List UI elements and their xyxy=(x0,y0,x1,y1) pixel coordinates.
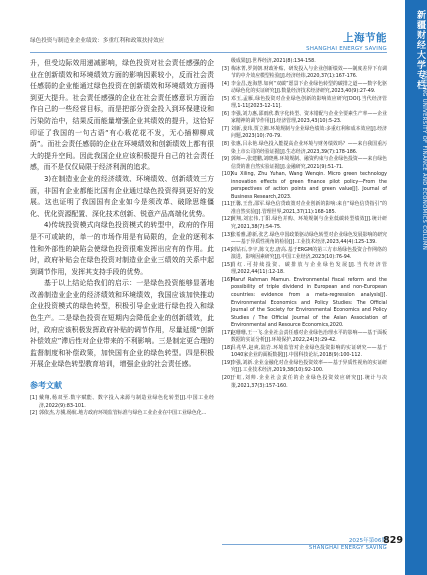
reference-text: 级成果[J].世界经济,2021(8):134-158. xyxy=(231,58,316,64)
references-heading: 参考文献 xyxy=(30,381,62,391)
footer-brand: SHANGHAI ENERGY SAVING xyxy=(308,545,387,551)
reference-item xyxy=(222,66,387,81)
reference-item xyxy=(222,216,387,231)
reference-item xyxy=(222,141,387,156)
reference-number: [5] xyxy=(222,95,229,102)
reference-item xyxy=(222,232,387,247)
column-title-english: XINJIANG UNIVERSITY OF FINANCE AND ECONOMICS COLUMN xyxy=(421,70,427,251)
reference-item xyxy=(222,201,387,216)
reference-item xyxy=(222,111,387,126)
reference-number: [1] xyxy=(30,395,37,402)
reference-text: 邓玉,孟雁,绿色投资对企业绿色创新的影响效应研究[DOI].当代经济管理,1-11[2023-12-11]. xyxy=(231,95,387,110)
reference-item xyxy=(222,262,387,277)
reference-text: 于虹,刘帅.企业社会责任的企业绿色投资效应研究[J].统计与决策,2021,37(3):157-160. xyxy=(231,374,387,389)
reference-text: 刘钻石,李宇,陈文忠,唐高.基于ERGM的第三方市场绿色投资合作网络的演进、影响因素研究[J].中国工业经济,2023(10):76-94. xyxy=(231,246,387,261)
reference-item xyxy=(222,360,387,375)
running-title: 绿色投资与制造业企业绩效：多重红利和政策扶持效应 xyxy=(30,38,165,44)
reference-text: 吕兆华,赵爽,陆岩.环境监管对企业绿色投资影响的实证研究——基于1040家企业的面板数据[J].中国科技论坛,2018(9):100-112. xyxy=(231,344,387,359)
reference-text: 赵珊珊,王一飞.企业社会责任感对企业绿色治理水平的影响——基于面板数据的实证分析[J].环境保护,2022,24(3):29-42. xyxy=(231,329,387,344)
reference-number: [16] xyxy=(222,276,232,283)
reference-text: 戴翔,杨双至.数字赋能、数字投入来源与制造业绿色化转型[J].中国工业经济,2022(9):83-101. xyxy=(39,395,214,409)
right-column xyxy=(222,58,387,390)
body-paragraph: 基于以上结论给我们的启示：一是绿色投资能够显著地改善制造业企业的经济绩效和环境绩效，我国应该加快推动企业投资模式的绿色转型，积极引导企业进行绿色投入和绿色生产。二是绿色投资在短期内会降低企业的创新绩效，此时，政府应该积极发挥政府补贴的调节作用，尽量延缓“创新补偿效应”滞后性对企业带来的不利影响。三是制定更合理的监督制度和补偿政策，加快国有企业的绿色转型。四是积极开展企业绿色转型教育培训，增强企业的社会责任感。 xyxy=(30,279,214,369)
reference-item xyxy=(222,247,387,262)
reference-text: 张惠,吕永艳.绿色投入能提高企业环境与财务绩效吗？——来自我国重污染上市公司的经验证据[J].生态经济,2023,39(7):178-186. xyxy=(231,141,387,155)
reference-number: [14] xyxy=(222,246,232,253)
reference-text: 李强,刘力惠,邵雨欣.数字化转型、资本错配与企业全要素生产率——企业家精神的调节作用[J].经济管理,2023,43(10):5-23. xyxy=(231,110,387,125)
page-number: 829 xyxy=(383,535,403,546)
reference-text: 刘新,姜玮,贾立湘.环境规制与企业绿色绩效:多重红利和成本效应[J].经济问题,2023(10):70-79. xyxy=(231,125,387,140)
reference-item xyxy=(222,330,387,345)
journal-subtitle: SHANGHAI ENERGY SAVING xyxy=(306,46,387,52)
reference-item xyxy=(222,171,387,201)
body-paragraph: 4)传统投资模式向绿色投资模式的转型中，政府的作用是不可或缺的，单一的市场作用是有局限的，企业的逐利本性和外部性的缺陷会使绿色投资很难发挥出应有的作用。此时，政府补贴会在绿色投资对制造业企业三绩效的关系中起到调节作用，发挥其支持手段的优势。 xyxy=(30,221,214,276)
reference-text: 郭师—,张建鹏,刘晓燕.环境规制、融资约束与企业绿色投资——来自绿色信贷的准自然实验证据[J].金融研究,2021(9):51-71. xyxy=(231,156,387,170)
reference-number: [17] xyxy=(222,329,232,336)
reference-number: [13] xyxy=(222,231,232,238)
reference-number: [4] xyxy=(222,80,229,87)
reference-number: [3] xyxy=(222,65,229,72)
journal-brand xyxy=(306,30,387,52)
reference-text: 梅冰菁,罗剑朝.财政补贴、研发投入与企业创新绩效——制度差异下有调节的中介效应模型检验[J].经济经纬,2020,37(1):167-176. xyxy=(231,65,387,80)
issue-label: 2025年第06期 xyxy=(348,538,387,544)
reference-item xyxy=(222,156,387,171)
reference-item xyxy=(222,345,387,360)
reference-item xyxy=(222,96,387,111)
footer xyxy=(309,536,387,551)
journal-title: 上海节能 xyxy=(343,32,387,44)
reference-text: Xu Xiling, Zhu Yuhan, Wang Wenqin. Micro green technology innovation effects of green finance pilot policy—From the perspectives of action points and green value[J]. Journal of Business Research,2023. xyxy=(231,171,387,200)
reference-item xyxy=(30,410,214,418)
reference-item xyxy=(222,126,387,141)
reference-number: [15] xyxy=(222,261,232,268)
reference-number: [19] xyxy=(222,359,232,366)
reference-text: 李强,刘新.企业金融化对企业绿色投资效率——基于异质性视角的实证研究[J].工业技术经济,2019,38(10):92-100. xyxy=(231,359,387,374)
reference-number: [8] xyxy=(222,141,229,148)
left-column xyxy=(30,58,214,418)
reference-item xyxy=(222,58,387,66)
reference-text: 郭依杰,方骥,杨航.地方政府环境监管标准与绿色工业企业在中国工业绿色化... xyxy=(39,410,207,417)
header-divider xyxy=(30,52,387,53)
reference-text: 黄翔,刘宏伟,丁阳.绿色并购、环境规制与企业低碳转型绩效[J].统计研究,2021,38(7):54-75. xyxy=(231,216,387,231)
reference-number: [2] xyxy=(30,410,37,417)
reference-number: [11] xyxy=(222,201,232,208)
reference-number: [9] xyxy=(222,156,229,163)
reference-number: [18] xyxy=(222,344,232,351)
reference-text: 王馨,王营,邵军.绿色信贷政策对企业创新的影响:来自“绿色信贷指引”的准自然实验[J].管理世界,2021,37(11):168-185. xyxy=(231,201,387,215)
reference-number: [12] xyxy=(222,216,232,223)
references-list-left xyxy=(30,395,214,418)
body-paragraph: 升，但受边际效用递减影响，绿色投资对社会责任感强的企业在创新绩效和环境绩效方面的影响因素较小，反而社会责任感弱的企业能通过绿色投资在创新绩效和环境绩效方面得到更大提升。社会责任感强的企业在社会责任感意识方面治作自己的一些经营目标，而是把部分资金投入到环保建设和污染防治中，结果反而能量增强企业其绩效的提升，这恰好印证了我国的一句古语“有心栽花花不发，无心插柳柳成荫”。而社会责任感弱的企业在环境绩效和创新绩效上都有很大的提升空间。因此我国企业应该积极提升自己的社会责任感，而不是仅仅局限于经济利润的追求。 xyxy=(30,59,214,172)
reference-text: Maruf Rahman Mamun. Environmental fiscal reform and the possibility of triple dividend in European and non-European countries: evidence from a meta-regression analysis[J]. Environmental Economics and Policy Studies: The Official Journal of the Society for Environmental Economics and Policy Studies / The Official Journal of the Asian Association of Environmental and Resource Economics,2020. xyxy=(231,276,387,329)
reference-number: [20] xyxy=(222,374,232,381)
reference-number: [7] xyxy=(222,125,229,132)
reference-number: [6] xyxy=(222,110,229,117)
reference-text: 李金昌,连海慧.如何“双碳”愿景下企业绿色转型的碳排之道——数字化驱动绿色化的实证研究[J].数量经济技术经济研究,2023,40(9):27-49. xyxy=(231,80,387,95)
references-list-right xyxy=(222,58,387,390)
reference-item xyxy=(222,81,387,96)
body-paragraph: 3)在制造业企业的经济绩效、环境绩效、创新绩效三方面，非国有企业都能比国有企业通过绿色投资得到更好的发展。这也证明了我国国有企业如今是须改革、破除思维僵化、优化资源配置、深化技术创新、锐意产品高端化优势。 xyxy=(30,174,214,218)
reference-number: [10] xyxy=(222,171,232,178)
reference-item xyxy=(222,375,387,390)
reference-item xyxy=(222,277,387,330)
reference-text: 肖红.可持续投资、碳排放与企业绿色发展[J].当代经济管理,2022,44(11):12-18. xyxy=(231,261,387,276)
column-title-chinese: 新疆财经大学专栏 xyxy=(415,10,425,90)
reference-text: 张希雅,游新,张艺.绿色中国政策驱动绿色转型对企业绿色发展影响的研究——基于异质性视角的检验[J].工业技术经济,2023,44(4):125-139. xyxy=(231,231,387,246)
reference-item xyxy=(30,395,214,410)
